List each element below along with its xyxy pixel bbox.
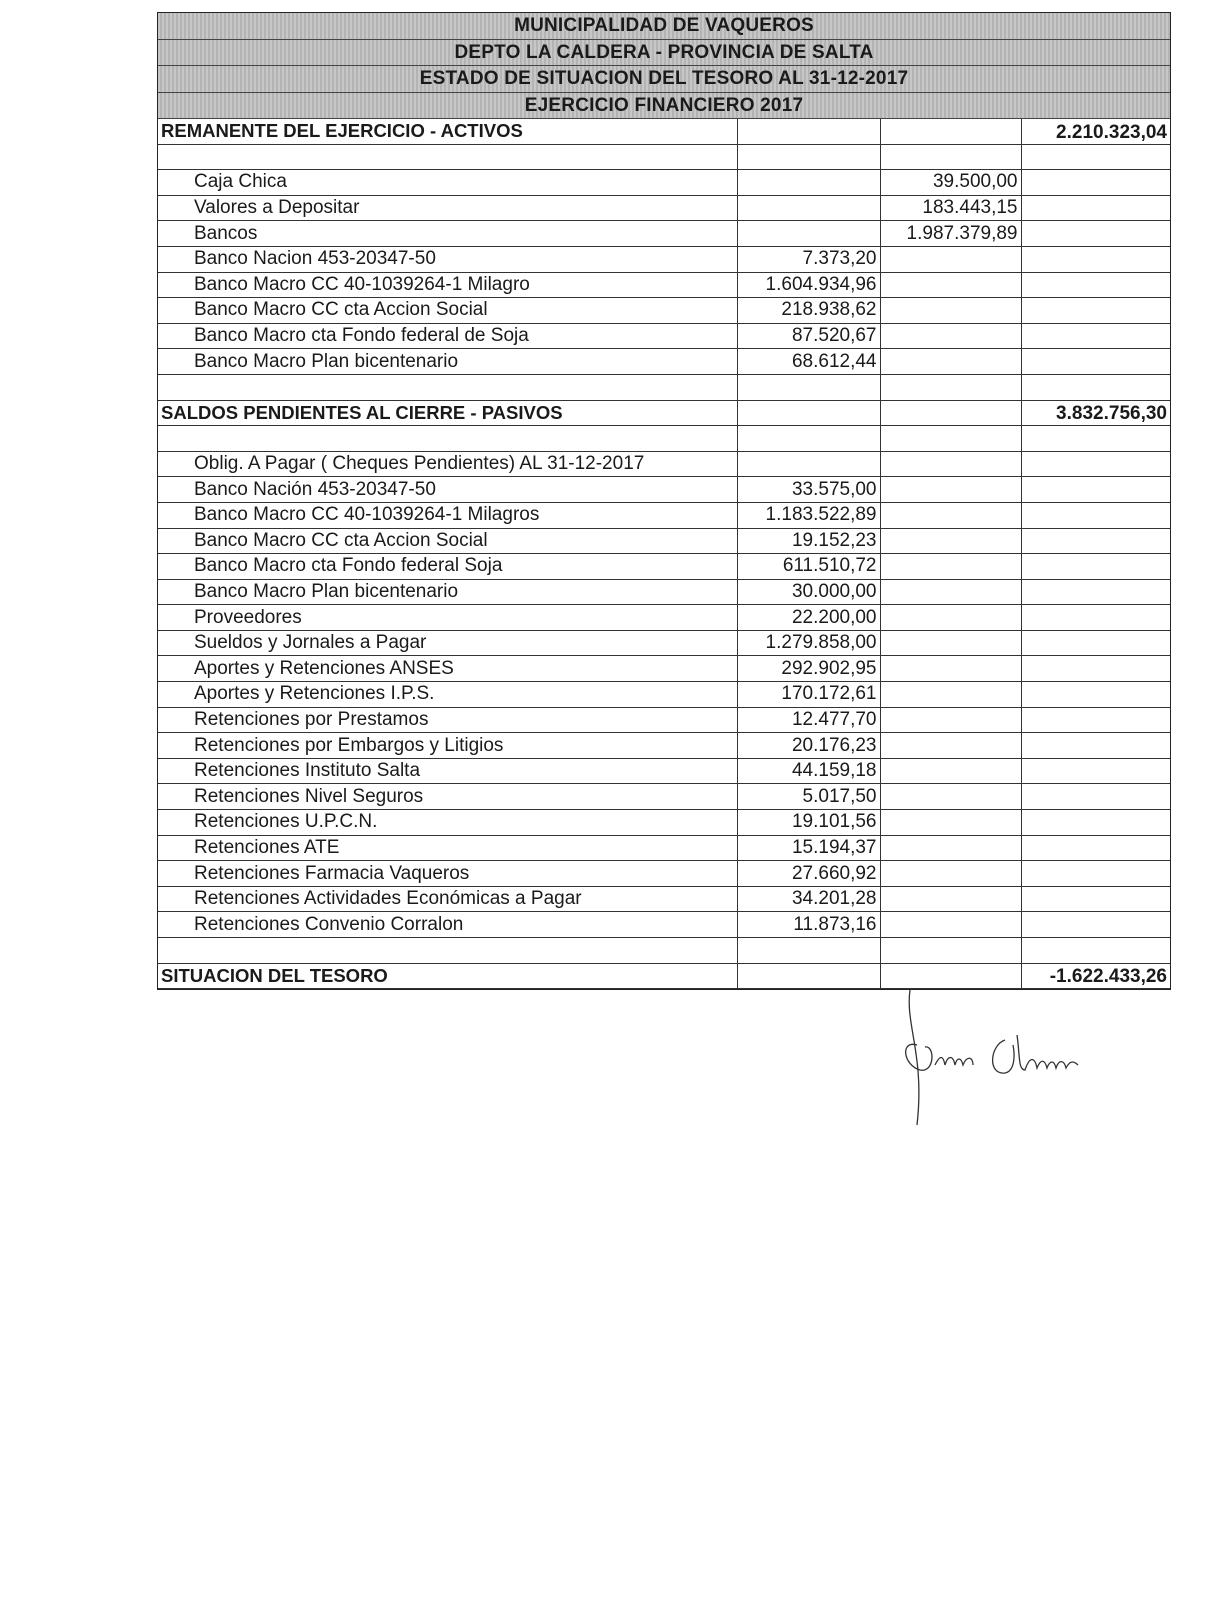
table-row	[158, 733, 1170, 759]
item-subtotal: 183.443,15	[880, 195, 1021, 221]
empty-cell	[880, 707, 1021, 733]
item-detail: 12.477,70	[737, 707, 880, 733]
item-label: Aportes y Retenciones ANSES	[158, 656, 737, 682]
item-label: Valores a Depositar	[158, 195, 737, 221]
header-statement-title: ESTADO DE SITUACION DEL TESORO AL 31-12-2017	[158, 66, 1170, 93]
empty-cell	[158, 426, 737, 452]
table-row	[158, 298, 1170, 324]
empty-cell	[1021, 272, 1170, 298]
item-label: Banco Macro CC 40-1039264-1 Milagro	[158, 272, 737, 298]
empty-cell	[880, 784, 1021, 810]
empty-cell	[1021, 374, 1170, 400]
item-label: Banco Macro cta Fondo federal Soja	[158, 554, 737, 580]
item-label: Retenciones Convenio Corralon	[158, 912, 737, 938]
section-total: 3.832.756,30	[1021, 400, 1170, 426]
item-label: Retenciones U.P.C.N.	[158, 810, 737, 836]
empty-cell	[1021, 758, 1170, 784]
empty-cell	[1021, 630, 1170, 656]
table-row	[158, 682, 1170, 708]
item-detail	[737, 221, 880, 247]
item-detail: 33.575,00	[737, 477, 880, 503]
signature	[895, 985, 1115, 1135]
item-label: Aportes y Retenciones I.P.S.	[158, 682, 737, 708]
item-detail: 34.201,28	[737, 886, 880, 912]
empty-cell	[737, 400, 880, 426]
header-municipality: MUNICIPALIDAD DE VAQUEROS	[158, 13, 1170, 40]
empty-cell	[1021, 298, 1170, 324]
item-label: Proveedores	[158, 605, 737, 631]
empty-cell	[880, 579, 1021, 605]
empty-cell	[880, 119, 1021, 144]
section-title: SALDOS PENDIENTES AL CIERRE - PASIVOS	[158, 400, 737, 426]
empty-cell	[737, 451, 880, 477]
empty-cell	[880, 528, 1021, 554]
section-row-activos	[158, 119, 1170, 144]
item-detail: 22.200,00	[737, 605, 880, 631]
empty-cell	[737, 938, 880, 964]
item-detail: 170.172,61	[737, 682, 880, 708]
empty-cell	[1021, 144, 1170, 170]
item-detail: 292.902,95	[737, 656, 880, 682]
item-subtotal: 39.500,00	[880, 170, 1021, 196]
subheading-row	[158, 451, 1170, 477]
item-detail	[737, 170, 880, 196]
item-detail: 7.373,20	[737, 246, 880, 272]
empty-cell	[1021, 554, 1170, 580]
item-label: Banco Macro CC cta Accion Social	[158, 298, 737, 324]
empty-cell	[880, 656, 1021, 682]
empty-cell	[1021, 426, 1170, 452]
empty-cell	[737, 119, 880, 144]
table-row	[158, 784, 1170, 810]
empty-cell	[1021, 784, 1170, 810]
table-row	[158, 630, 1170, 656]
empty-cell	[1021, 938, 1170, 964]
empty-cell	[158, 144, 737, 170]
item-subtotal	[880, 323, 1021, 349]
item-detail: 611.510,72	[737, 554, 880, 580]
statement-table	[158, 119, 1170, 989]
item-subtotal	[880, 298, 1021, 324]
empty-cell	[880, 835, 1021, 861]
item-label: Banco Macro Plan bicentenario	[158, 349, 737, 375]
table-row	[158, 323, 1170, 349]
empty-cell	[880, 861, 1021, 887]
item-detail: 11.873,16	[737, 912, 880, 938]
item-label: Banco Macro Plan bicentenario	[158, 579, 737, 605]
item-label: Banco Nación 453-20347-50	[158, 477, 737, 503]
empty-cell	[1021, 733, 1170, 759]
empty-cell	[1021, 195, 1170, 221]
empty-cell	[1021, 810, 1170, 836]
empty-cell	[737, 374, 880, 400]
table-row	[158, 221, 1170, 247]
table-row	[158, 195, 1170, 221]
item-subtotal: 1.987.379,89	[880, 221, 1021, 247]
header-department: DEPTO LA CALDERA - PROVINCIA DE SALTA	[158, 40, 1170, 67]
empty-cell	[1021, 323, 1170, 349]
item-subtotal	[880, 246, 1021, 272]
empty-cell	[1021, 656, 1170, 682]
item-label: Banco Macro CC 40-1039264-1 Milagros	[158, 502, 737, 528]
item-subtotal	[880, 272, 1021, 298]
subheading: Oblig. A Pagar ( Cheques Pendientes) AL 31-12-2017	[158, 451, 737, 477]
item-detail: 19.101,56	[737, 810, 880, 836]
item-label: Caja Chica	[158, 170, 737, 196]
empty-cell	[158, 374, 737, 400]
item-detail: 1.279.858,00	[737, 630, 880, 656]
empty-cell	[1021, 170, 1170, 196]
item-detail: 87.520,67	[737, 323, 880, 349]
empty-cell	[880, 886, 1021, 912]
item-label: Retenciones Farmacia Vaqueros	[158, 861, 737, 887]
table-row	[158, 477, 1170, 503]
item-detail: 1.183.522,89	[737, 502, 880, 528]
table-row	[158, 272, 1170, 298]
table-row	[158, 170, 1170, 196]
table-row	[158, 349, 1170, 375]
item-detail: 218.938,62	[737, 298, 880, 324]
empty-cell	[1021, 912, 1170, 938]
empty-cell	[880, 758, 1021, 784]
section-row-pasivos	[158, 400, 1170, 426]
empty-cell	[880, 451, 1021, 477]
blank-row	[158, 426, 1170, 452]
table-row	[158, 656, 1170, 682]
item-label: Bancos	[158, 221, 737, 247]
item-label: Banco Nacion 453-20347-50	[158, 246, 737, 272]
treasury-statement	[157, 12, 1171, 990]
item-detail: 30.000,00	[737, 579, 880, 605]
empty-cell	[880, 733, 1021, 759]
item-detail: 20.176,23	[737, 733, 880, 759]
empty-cell	[158, 938, 737, 964]
item-detail: 15.194,37	[737, 835, 880, 861]
table-row	[158, 579, 1170, 605]
table-row	[158, 528, 1170, 554]
empty-cell	[1021, 886, 1170, 912]
empty-cell	[880, 938, 1021, 964]
empty-cell	[1021, 221, 1170, 247]
item-detail: 44.159,18	[737, 758, 880, 784]
item-label: Retenciones ATE	[158, 835, 737, 861]
table-row	[158, 886, 1170, 912]
table-row	[158, 912, 1170, 938]
empty-cell	[1021, 246, 1170, 272]
empty-cell	[1021, 707, 1170, 733]
table-row	[158, 502, 1170, 528]
empty-cell	[880, 682, 1021, 708]
item-detail: 27.660,92	[737, 861, 880, 887]
item-label: Retenciones Actividades Económicas a Pagar	[158, 886, 737, 912]
empty-cell	[880, 605, 1021, 631]
empty-cell	[1021, 477, 1170, 503]
blank-row	[158, 938, 1170, 964]
empty-cell	[1021, 835, 1170, 861]
empty-cell	[737, 144, 880, 170]
item-label: Retenciones Instituto Salta	[158, 758, 737, 784]
blank-row	[158, 144, 1170, 170]
header-fiscal-year: EJERCICIO FINANCIERO 2017	[158, 93, 1170, 120]
section-title: REMANENTE DEL EJERCICIO - ACTIVOS	[158, 119, 737, 144]
situacion-total: -1.622.433,26	[1021, 963, 1170, 989]
table-row	[158, 758, 1170, 784]
table-row	[158, 707, 1170, 733]
table-row	[158, 554, 1170, 580]
empty-cell	[880, 912, 1021, 938]
blank-row	[158, 374, 1170, 400]
empty-cell	[1021, 682, 1170, 708]
empty-cell	[1021, 349, 1170, 375]
empty-cell	[1021, 605, 1170, 631]
empty-cell	[880, 630, 1021, 656]
empty-cell	[880, 810, 1021, 836]
empty-cell	[1021, 451, 1170, 477]
empty-cell	[1021, 861, 1170, 887]
table-row	[158, 246, 1170, 272]
item-label: Sueldos y Jornales a Pagar	[158, 630, 737, 656]
table-row	[158, 605, 1170, 631]
empty-cell	[880, 374, 1021, 400]
item-detail	[737, 195, 880, 221]
section-title: SITUACION DEL TESORO	[158, 963, 737, 989]
item-detail: 68.612,44	[737, 349, 880, 375]
item-subtotal	[880, 349, 1021, 375]
empty-cell	[1021, 528, 1170, 554]
empty-cell	[880, 477, 1021, 503]
empty-cell	[1021, 579, 1170, 605]
item-label: Retenciones Nivel Seguros	[158, 784, 737, 810]
empty-cell	[880, 144, 1021, 170]
table-row	[158, 810, 1170, 836]
empty-cell	[737, 426, 880, 452]
empty-cell	[880, 400, 1021, 426]
item-label: Banco Macro cta Fondo federal de Soja	[158, 323, 737, 349]
empty-cell	[880, 426, 1021, 452]
item-label: Banco Macro CC cta Accion Social	[158, 528, 737, 554]
empty-cell	[737, 963, 880, 989]
table-row	[158, 861, 1170, 887]
item-label: Retenciones por Prestamos	[158, 707, 737, 733]
item-detail: 1.604.934,96	[737, 272, 880, 298]
section-total: 2.210.323,04	[1021, 119, 1170, 144]
item-label: Retenciones por Embargos y Litigios	[158, 733, 737, 759]
item-detail: 5.017,50	[737, 784, 880, 810]
empty-cell	[1021, 502, 1170, 528]
table-row	[158, 835, 1170, 861]
item-detail: 19.152,23	[737, 528, 880, 554]
empty-cell	[880, 554, 1021, 580]
empty-cell	[880, 502, 1021, 528]
